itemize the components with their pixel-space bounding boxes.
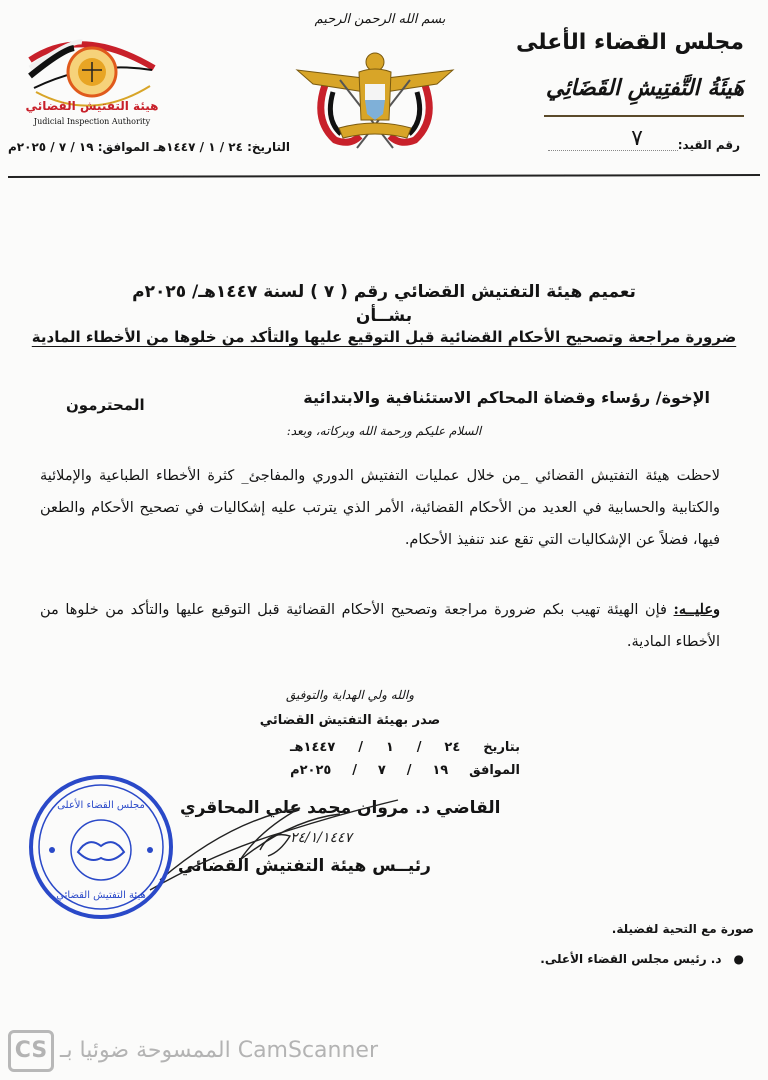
date-separator: /: [416, 740, 422, 755]
registration-line: [548, 150, 678, 151]
circular-subject: [0, 328, 768, 346]
hijri-label: بتاريخ: [483, 740, 520, 755]
hijri-year: ١٤٤٧هـ: [290, 740, 336, 755]
camscanner-watermark-text: الممسوحة ضوئيا بـ CamScanner: [60, 1038, 378, 1063]
body-paragraph-1: لاحظت هيئة التفتيش القضائي _من خلال عمليات التفتيش الدوري والمفاجئ_ كثرة الأخطاء الطباعية والإملائية والكتابية والحسابية في العديد من الأحكام القضائية، الأمر الذي يترتب عليه إشكاليات في تصحيح الأحكام والطعن فيها، فضلاً عن الإشكاليات التي تقع عند تنفيذ الأحكام.: [40, 468, 720, 548]
svg-text:٢٤/١/١٤٤٧: ٢٤/١/١٤٤٧: [290, 830, 353, 846]
basmala: بسم الله الرحمن الرحيم: [314, 12, 446, 27]
circular-subject-text: ضرورة مراجعة وتصحيح الأحكام القضائية قبل التوقيع عليها والتأكد من خلوها من الأخطاء المادية: [31, 328, 737, 346]
hijri-month: ١: [385, 740, 394, 755]
greg-month: ٧: [377, 763, 386, 778]
circular-title: تعميم هيئة التفتيش القضائي رقم ( ٧ ) لسنة ١٤٤٧هـ/ ٢٠٢٥م: [132, 282, 636, 302]
signer-name: القاضي د. مروان محمد علي المحاقري: [180, 798, 501, 818]
copy-to-item-text: د. رئيس مجلس القضاء الأعلى.: [540, 952, 722, 966]
addressee: الإخوة/ رؤساء وقضاة المحاكم الاستئنافية والابتدائية: [303, 388, 710, 407]
greeting: السلام عليكم ورحمة الله وبركاته، وبعد:: [286, 424, 482, 438]
body-paragraph-2: [40, 594, 720, 658]
date-separator: /: [358, 740, 363, 755]
bullet-icon: ●: [733, 952, 744, 966]
svg-text:هيئة التفتيش القضائي: هيئة التفتيش القضائي: [56, 890, 146, 901]
paragraph-2-text: فإن الهيئة تهيب بكم ضرورة مراجعة وتصحيح الأحكام القضائية قبل التوقيع عليها والتأكد من خلوها من الأخطاء المادية.: [40, 602, 720, 650]
paragraph-2-lead: وعليــه:: [673, 601, 720, 618]
hijri-day: ٢٤: [444, 740, 461, 755]
greg-year: ٢٠٢٥م: [290, 763, 332, 778]
camscanner-logo-icon: CS: [8, 1030, 54, 1072]
official-stamp-icon: [28, 774, 174, 920]
inspection-authority-logo-icon: [22, 30, 162, 130]
svg-text:Judicial Inspection Authority: Judicial Inspection Authority: [33, 117, 151, 126]
council-name: مجلس القضاء الأعلى: [515, 30, 744, 55]
circular-about-label: بشــأن: [355, 306, 413, 326]
signer-title: رئيــس هيئة التفتيش القضائي: [178, 856, 431, 876]
header-rule: [8, 174, 760, 178]
greg-label: الموافق: [469, 763, 520, 778]
greg-day: ١٩: [432, 763, 449, 778]
registration-label: رقم القيد:: [677, 138, 740, 152]
header-divider: [544, 115, 744, 117]
closing-line-2: صدر بهيئة التفتيش القضائي: [259, 713, 441, 728]
handwritten-signature-icon: [140, 790, 400, 900]
svg-text:مجلس القضاء الأعلى: مجلس القضاء الأعلى: [57, 800, 145, 811]
issue-date-hijri: [290, 740, 520, 755]
copy-to-item: [540, 952, 744, 966]
date-separator: /: [352, 763, 357, 778]
closing-line-1: والله ولي الهداية والتوفيق: [286, 688, 414, 702]
registration-value: ٧: [631, 126, 643, 151]
copy-to-label: صورة مع التحية لفضيلة.: [611, 922, 754, 936]
date-separator: /: [406, 763, 412, 778]
header-date: التاريخ: ٢٤ / ١ / ١٤٤٧هـ الموافق: ١٩ / ٧ / ٢٠٢٥م: [8, 140, 290, 154]
issue-date-gregorian: [290, 763, 520, 778]
authority-name: هَيئَةُ التَّفتِيشِ القَضَائِي: [545, 76, 744, 101]
respected-label: المحترمون: [66, 396, 145, 414]
yemen-emblem-icon: [295, 40, 455, 150]
svg-text:هيئة التفتيش القضائي: هيئة التفتيش القضائي: [25, 99, 159, 113]
